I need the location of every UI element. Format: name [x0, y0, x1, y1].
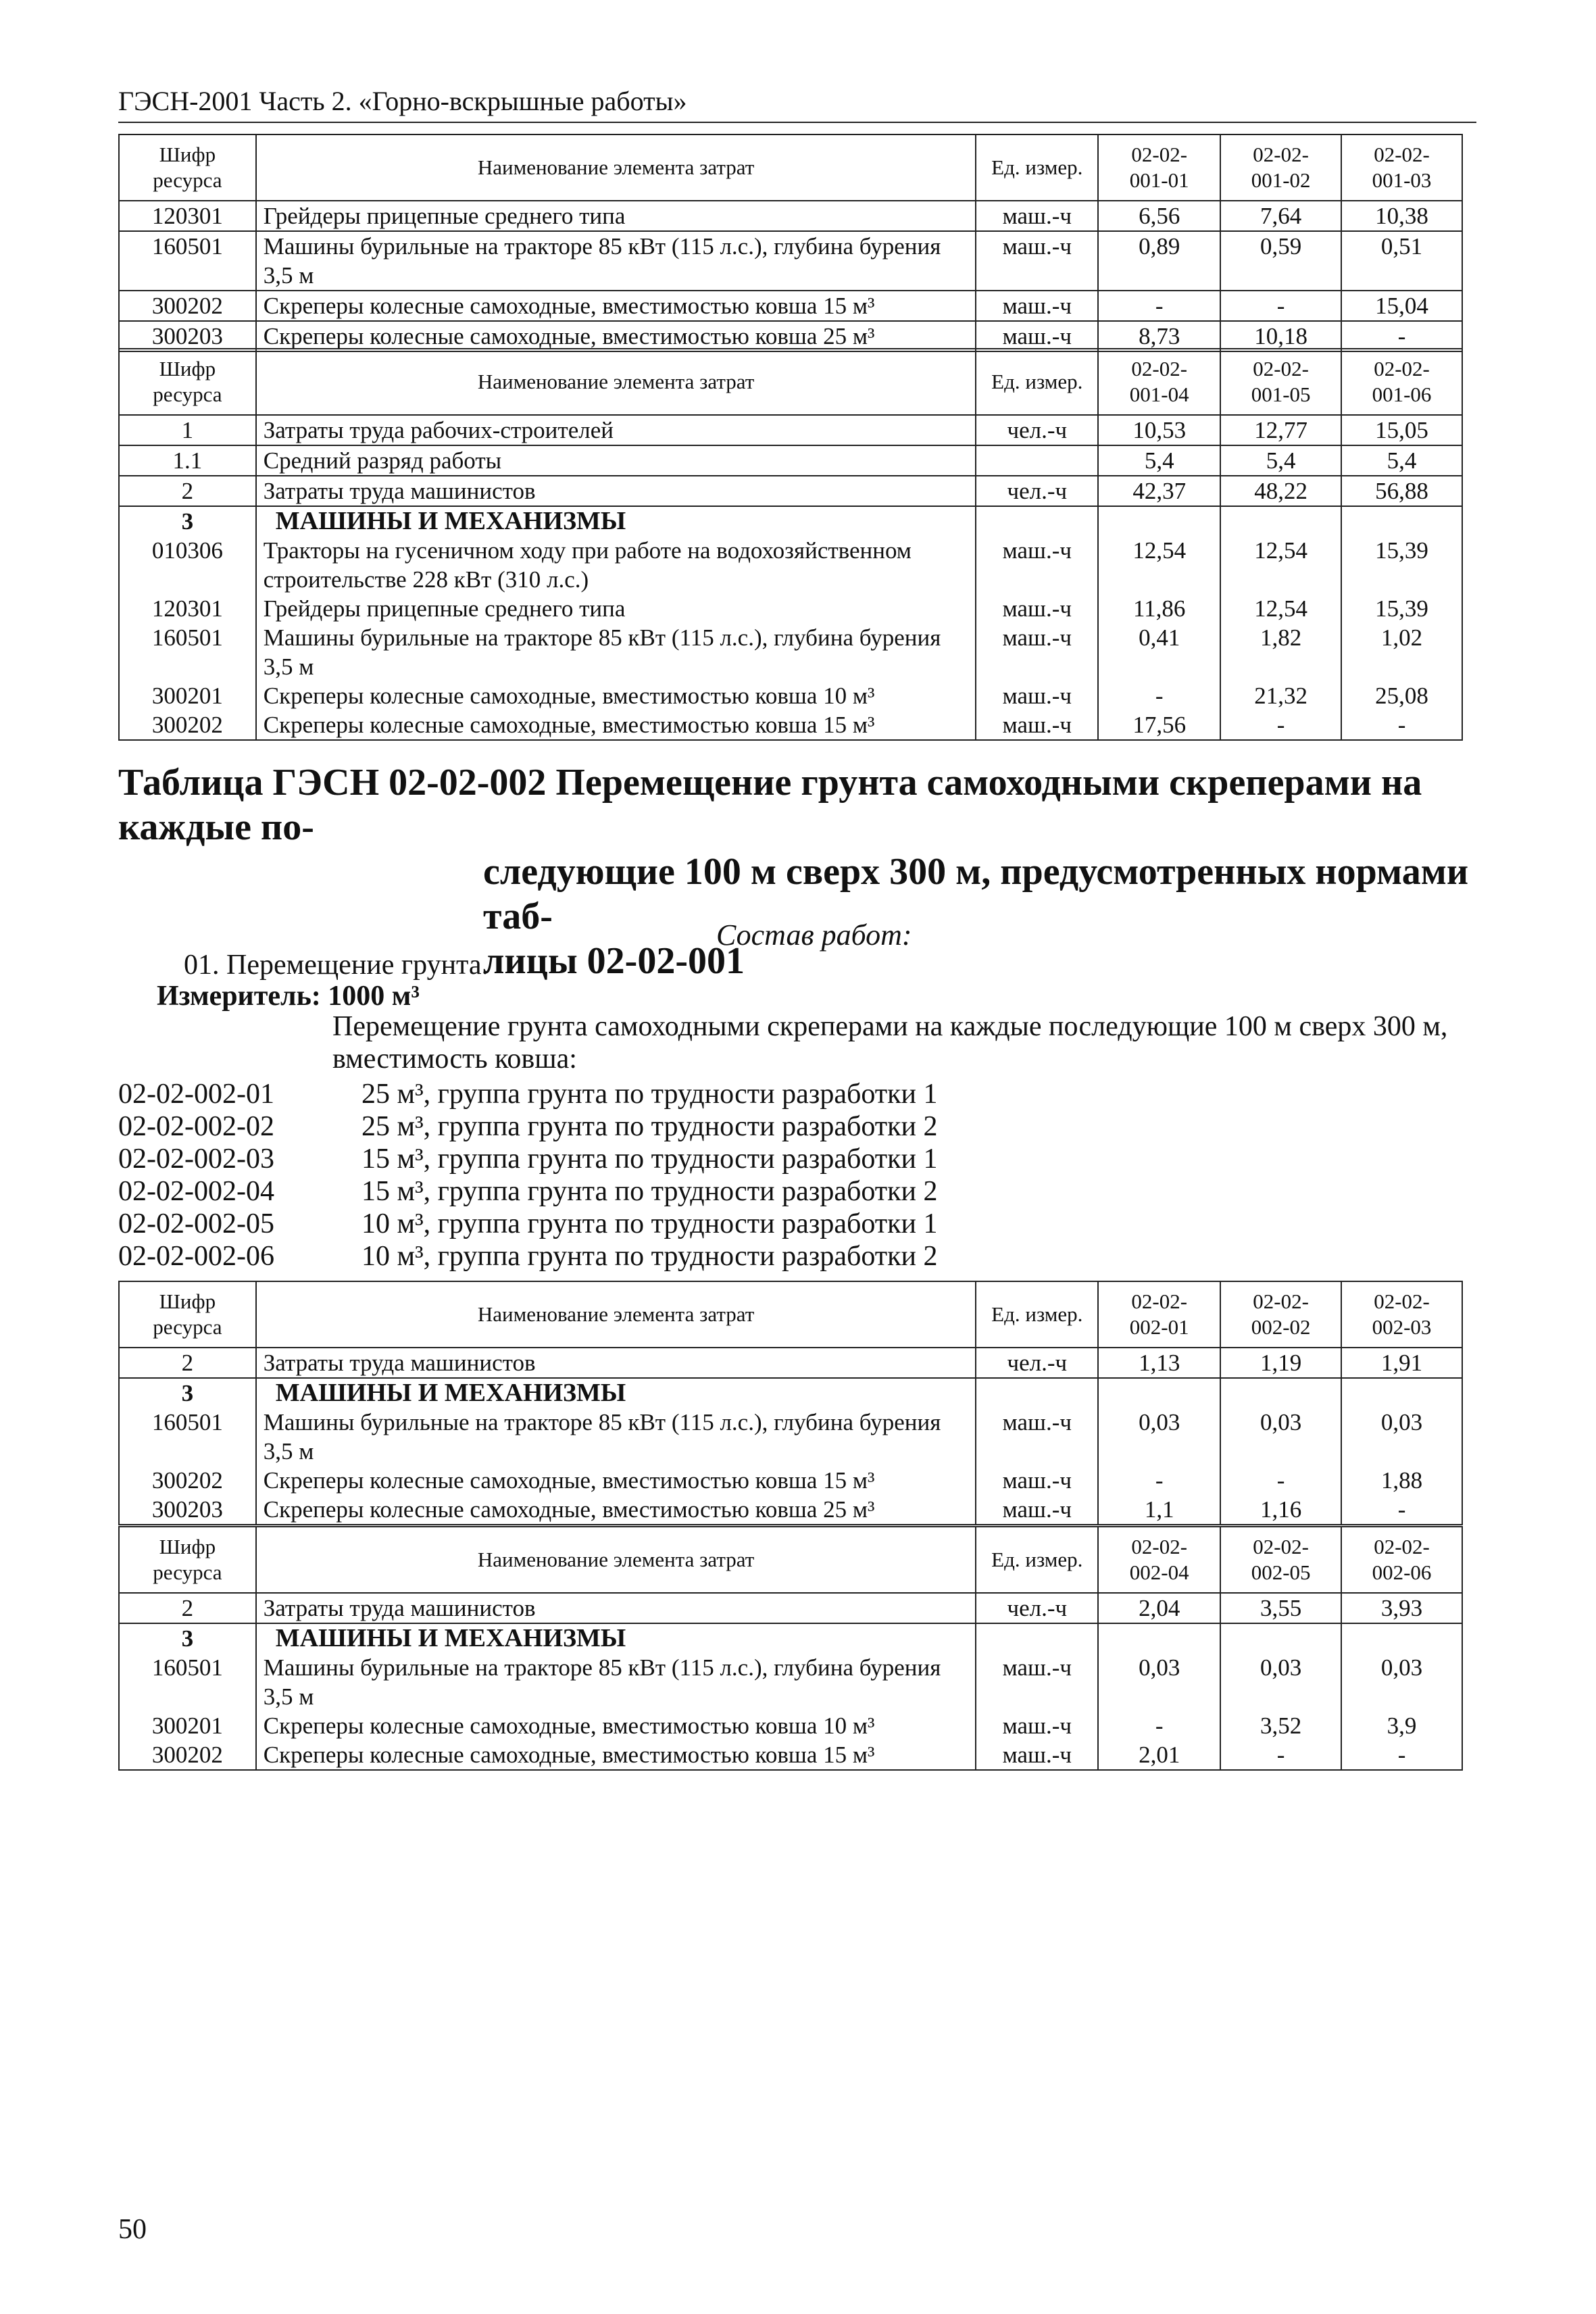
list-item-code: 02-02-002-04: [118, 1176, 274, 1207]
table-header-row: [119, 1281, 1462, 1348]
resource-value: 0,03: [1341, 1408, 1462, 1466]
section-title-line-2: следующие 100 м сверх 300 м, предусмотренных нормами таб-: [483, 851, 1469, 937]
resource-value: 2,04: [1098, 1593, 1220, 1623]
resource-value: 12,54: [1220, 594, 1341, 623]
resource-value: 25,08: [1341, 681, 1462, 710]
resource-value: 10,53: [1098, 415, 1220, 445]
resource-value: 0,41: [1098, 623, 1220, 681]
table-row: [119, 1378, 1462, 1408]
resource-value: 12,77: [1220, 415, 1341, 445]
resource-value: -: [1341, 710, 1462, 740]
resource-value: 1,1: [1098, 1495, 1220, 1525]
list-item: [118, 1143, 938, 1175]
resource-unit: чел.-ч: [976, 1348, 1098, 1378]
header-norm-code: 02-02- 002-04: [1098, 1527, 1220, 1593]
resource-value: -: [1098, 1466, 1220, 1495]
table-row: [119, 1653, 1462, 1711]
resource-code: 300202: [119, 291, 256, 321]
resource-unit: чел.-ч: [976, 415, 1098, 445]
resource-name: Скреперы колесные самоходные, вместимостью ковша 15 м³: [256, 710, 976, 740]
resource-unit: маш.-ч: [976, 231, 1098, 291]
header-norm-code: 02-02- 001-03: [1341, 134, 1462, 201]
header-unit: Ед. измер.: [976, 1527, 1098, 1593]
resource-value: 6,56: [1098, 201, 1220, 231]
resource-value: [1098, 1378, 1220, 1408]
table-row: [119, 594, 1462, 623]
resource-value: -: [1220, 710, 1341, 740]
resource-unit: маш.-ч: [976, 536, 1098, 594]
resource-value: -: [1220, 291, 1341, 321]
resource-value: 0,03: [1220, 1653, 1341, 1711]
resource-value: [1098, 506, 1220, 536]
resource-code: 300201: [119, 1711, 256, 1740]
table-row: [119, 681, 1462, 710]
resource-value: 5,4: [1098, 445, 1220, 476]
list-item-text: 25 м³, группа грунта по трудности разработки 1: [361, 1079, 938, 1110]
resource-unit: [976, 445, 1098, 476]
resource-name: Средний разряд работы: [256, 445, 976, 476]
header-code: Шифр ресурса: [119, 349, 256, 415]
resource-unit: маш.-ч: [976, 1711, 1098, 1740]
composition-label: Состав работ:: [716, 918, 912, 952]
resource-value: 7,64: [1220, 201, 1341, 231]
operation-text: 01. Перемещение грунта.: [184, 950, 489, 981]
resource-value: -: [1098, 681, 1220, 710]
resource-unit: чел.-ч: [976, 476, 1098, 506]
resource-value: [1341, 1623, 1462, 1653]
measure-text: Измеритель: 1000 м³: [157, 981, 420, 1012]
resource-code: 2: [119, 1593, 256, 1623]
table-row: [119, 1495, 1462, 1525]
resource-name: Машины бурильные на тракторе 85 кВт (115 л.с.), глубина бурения 3,5 м: [256, 231, 976, 291]
resource-value: 21,32: [1220, 681, 1341, 710]
resource-unit: маш.-ч: [976, 321, 1098, 351]
resource-name: Затраты труда машинистов: [256, 1593, 976, 1623]
resource-code: 3: [119, 1378, 256, 1408]
resource-unit: маш.-ч: [976, 1408, 1098, 1466]
list-item-text: 15 м³, группа грунта по трудности разработки 2: [361, 1176, 938, 1207]
table-row: [119, 445, 1462, 476]
resource-value: -: [1098, 1711, 1220, 1740]
resource-value: 0,59: [1220, 231, 1341, 291]
table-row: [119, 623, 1462, 681]
page-number: 50: [118, 2214, 147, 2245]
header-norm-code: 02-02- 002-02: [1220, 1281, 1341, 1348]
resource-value: 0,89: [1098, 231, 1220, 291]
resource-value: 17,56: [1098, 710, 1220, 740]
description-text: Перемещение грунта самоходными скреперами на каждые последующие 100 м сверх 300 м, вместимость ковша:: [332, 1011, 1448, 1075]
resource-unit: чел.-ч: [976, 1593, 1098, 1623]
header-code: Шифр ресурса: [119, 1527, 256, 1593]
list-item: [118, 1110, 938, 1143]
resource-value: [1220, 1623, 1341, 1653]
resource-value: 1,13: [1098, 1348, 1220, 1378]
resource-name: Машины бурильные на тракторе 85 кВт (115 л.с.), глубина бурения 3,5 м: [256, 623, 976, 681]
list-item-code: 02-02-002-01: [118, 1079, 274, 1110]
list-item: [118, 1175, 938, 1208]
header-name: Наименование элемента затрат: [256, 349, 976, 415]
norm-code-list: [118, 1078, 938, 1273]
resource-code: 160501: [119, 231, 256, 291]
resource-code: 1.1: [119, 445, 256, 476]
resource-code: 3: [119, 506, 256, 536]
resource-name: Затраты труда машинистов: [256, 476, 976, 506]
resource-code: 160501: [119, 1408, 256, 1466]
resource-table-2: [118, 348, 1463, 741]
resource-name: Скреперы колесные самоходные, вместимостью ковша 15 м³: [256, 1466, 976, 1495]
table-header-row: [119, 134, 1462, 201]
resource-unit: маш.-ч: [976, 710, 1098, 740]
resource-value: -: [1220, 1466, 1341, 1495]
header-norm-code: 02-02- 002-01: [1098, 1281, 1220, 1348]
resource-value: 1,16: [1220, 1495, 1341, 1525]
resource-value: 2,01: [1098, 1740, 1220, 1770]
resource-value: 15,39: [1341, 594, 1462, 623]
header-norm-code: 02-02- 002-03: [1341, 1281, 1462, 1348]
header-unit: Ед. измер.: [976, 349, 1098, 415]
table-row: [119, 1623, 1462, 1653]
header-code: Шифр ресурса: [119, 1281, 256, 1348]
page-header: ГЭСН-2001 Часть 2. «Горно-вскрышные работы»: [118, 85, 1476, 123]
resource-value: 3,9: [1341, 1711, 1462, 1740]
table-row: [119, 201, 1462, 231]
resource-name: Машины бурильные на тракторе 85 кВт (115 л.с.), глубина бурения 3,5 м: [256, 1653, 976, 1711]
resource-value: [1341, 1378, 1462, 1408]
resource-value: 10,18: [1220, 321, 1341, 351]
resource-code: 300201: [119, 681, 256, 710]
resource-value: [1220, 506, 1341, 536]
list-item-text: 10 м³, группа грунта по трудности разработки 1: [361, 1208, 938, 1239]
header-unit: Ед. измер.: [976, 1281, 1098, 1348]
resource-name: МАШИНЫ И МЕХАНИЗМЫ: [256, 1378, 976, 1408]
resource-unit: маш.-ч: [976, 291, 1098, 321]
table-row: [119, 536, 1462, 594]
section-title-line-3: лицы 02-02-001: [483, 940, 745, 982]
header-norm-code: 02-02- 001-02: [1220, 134, 1341, 201]
resource-value: 12,54: [1220, 536, 1341, 594]
resource-value: -: [1098, 291, 1220, 321]
resource-value: [1341, 506, 1462, 536]
resource-value: 0,03: [1220, 1408, 1341, 1466]
resource-value: 15,05: [1341, 415, 1462, 445]
resource-value: [1098, 1623, 1220, 1653]
resource-name: Грейдеры прицепные среднего типа: [256, 201, 976, 231]
resource-value: 3,52: [1220, 1711, 1341, 1740]
resource-unit: маш.-ч: [976, 1740, 1098, 1770]
table-row: [119, 1408, 1462, 1466]
resource-code: 3: [119, 1623, 256, 1653]
list-item: [118, 1208, 938, 1240]
resource-unit: [976, 506, 1098, 536]
resource-name: Скреперы колесные самоходные, вместимостью ковша 10 м³: [256, 681, 976, 710]
resource-value: -: [1341, 1495, 1462, 1525]
table-row: [119, 1593, 1462, 1623]
table-row: [119, 476, 1462, 506]
resource-code: 2: [119, 476, 256, 506]
resource-value: 3,55: [1220, 1593, 1341, 1623]
header-norm-code: 02-02- 002-05: [1220, 1527, 1341, 1593]
resource-value: 0,03: [1341, 1653, 1462, 1711]
resource-value: 0,03: [1098, 1653, 1220, 1711]
list-item-text: 25 м³, группа грунта по трудности разработки 2: [361, 1111, 938, 1142]
resource-name: Затраты труда рабочих-строителей: [256, 415, 976, 445]
resource-unit: [976, 1378, 1098, 1408]
resource-name: Скреперы колесные самоходные, вместимостью ковша 15 м³: [256, 291, 976, 321]
list-item: [118, 1078, 938, 1110]
resource-value: 1,91: [1341, 1348, 1462, 1378]
resource-unit: маш.-ч: [976, 1495, 1098, 1525]
resource-value: 1,02: [1341, 623, 1462, 681]
resource-value: [1220, 1378, 1341, 1408]
header-norm-code: 02-02- 001-01: [1098, 134, 1220, 201]
table-row: [119, 321, 1462, 351]
table-row: [119, 1466, 1462, 1495]
header-code: Шифр ресурса: [119, 134, 256, 201]
table-row: [119, 710, 1462, 740]
resource-unit: маш.-ч: [976, 201, 1098, 231]
resource-value: -: [1341, 321, 1462, 351]
resource-value: 15,04: [1341, 291, 1462, 321]
resource-code: 2: [119, 1348, 256, 1378]
header-norm-code: 02-02- 001-05: [1220, 349, 1341, 415]
resource-name: Грейдеры прицепные среднего типа: [256, 594, 976, 623]
section-title-line-1: Таблица ГЭСН 02-02-002 Перемещение грунта самоходными скреперами на каждые по-: [118, 762, 1422, 848]
resource-name: Машины бурильные на тракторе 85 кВт (115 л.с.), глубина бурения 3,5 м: [256, 1408, 976, 1466]
list-item-text: 15 м³, группа грунта по трудности разработки 1: [361, 1143, 938, 1175]
resource-code: 160501: [119, 1653, 256, 1711]
resource-code: 010306: [119, 536, 256, 594]
resource-value: 0,51: [1341, 231, 1462, 291]
resource-value: 12,54: [1098, 536, 1220, 594]
resource-value: 1,19: [1220, 1348, 1341, 1378]
resource-code: 300202: [119, 1466, 256, 1495]
resource-name: МАШИНЫ И МЕХАНИЗМЫ: [256, 506, 976, 536]
resource-name: Скреперы колесные самоходные, вместимостью ковша 15 м³: [256, 1740, 976, 1770]
list-item: [118, 1240, 938, 1273]
header-name: Наименование элемента затрат: [256, 1527, 976, 1593]
list-item-code: 02-02-002-02: [118, 1111, 274, 1142]
resource-table-4: [118, 1526, 1463, 1771]
resource-code: 300202: [119, 710, 256, 740]
resource-value: 3,93: [1341, 1593, 1462, 1623]
resource-code: 120301: [119, 594, 256, 623]
resource-code: 300203: [119, 321, 256, 351]
resource-unit: маш.-ч: [976, 623, 1098, 681]
table-row: [119, 1740, 1462, 1770]
resource-code: 120301: [119, 201, 256, 231]
resource-name: Затраты труда машинистов: [256, 1348, 976, 1378]
resource-unit: маш.-ч: [976, 1466, 1098, 1495]
resource-value: 5,4: [1220, 445, 1341, 476]
resource-value: 1,82: [1220, 623, 1341, 681]
resource-value: 1,88: [1341, 1466, 1462, 1495]
resource-unit: маш.-ч: [976, 594, 1098, 623]
resource-value: 15,39: [1341, 536, 1462, 594]
header-norm-code: 02-02- 001-04: [1098, 349, 1220, 415]
resource-value: 11,86: [1098, 594, 1220, 623]
resource-value: 8,73: [1098, 321, 1220, 351]
resource-unit: маш.-ч: [976, 681, 1098, 710]
resource-value: 56,88: [1341, 476, 1462, 506]
table-header-row: [119, 1527, 1462, 1593]
table-row: [119, 1711, 1462, 1740]
resource-table-1: [118, 134, 1463, 352]
resource-value: 10,38: [1341, 201, 1462, 231]
resource-code: 300202: [119, 1740, 256, 1770]
header-unit: Ед. измер.: [976, 134, 1098, 201]
header-norm-code: 02-02- 001-06: [1341, 349, 1462, 415]
list-item-code: 02-02-002-05: [118, 1208, 274, 1239]
table-row: [119, 415, 1462, 445]
resource-unit: [976, 1623, 1098, 1653]
list-item-code: 02-02-002-03: [118, 1143, 274, 1175]
resource-value: 42,37: [1098, 476, 1220, 506]
table-row: [119, 291, 1462, 321]
table-header-row: [119, 349, 1462, 415]
resource-name: Тракторы на гусеничном ходу при работе на водохозяйственном строительстве 228 кВт (310 л.с.): [256, 536, 976, 594]
resource-value: -: [1341, 1740, 1462, 1770]
resource-code: 1: [119, 415, 256, 445]
header-name: Наименование элемента затрат: [256, 1281, 976, 1348]
resource-name: МАШИНЫ И МЕХАНИЗМЫ: [256, 1623, 976, 1653]
resource-value: 5,4: [1341, 445, 1462, 476]
resource-name: Скреперы колесные самоходные, вместимостью ковша 10 м³: [256, 1711, 976, 1740]
resource-table-3: [118, 1281, 1463, 1525]
resource-name: Скреперы колесные самоходные, вместимостью ковша 25 м³: [256, 1495, 976, 1525]
resource-unit: маш.-ч: [976, 1653, 1098, 1711]
list-item-code: 02-02-002-06: [118, 1241, 274, 1272]
resource-value: -: [1220, 1740, 1341, 1770]
resource-value: 48,22: [1220, 476, 1341, 506]
table-row: [119, 231, 1462, 291]
resource-code: 300203: [119, 1495, 256, 1525]
list-item-text: 10 м³, группа грунта по трудности разработки 2: [361, 1241, 938, 1272]
header-norm-code: 02-02- 002-06: [1341, 1527, 1462, 1593]
resource-value: 0,03: [1098, 1408, 1220, 1466]
resource-code: 160501: [119, 623, 256, 681]
header-name: Наименование элемента затрат: [256, 134, 976, 201]
table-row: [119, 506, 1462, 536]
table-row: [119, 1348, 1462, 1378]
resource-name: Скреперы колесные самоходные, вместимостью ковша 25 м³: [256, 321, 976, 351]
